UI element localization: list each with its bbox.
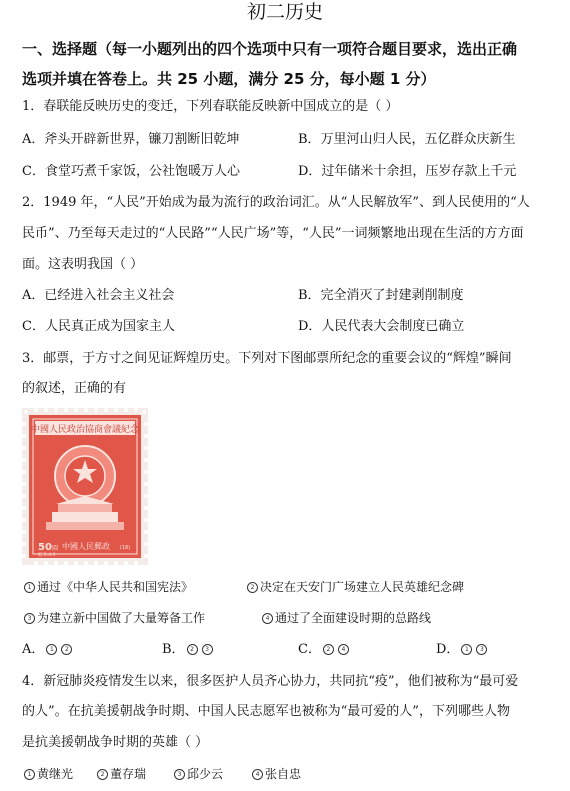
circled-number: 1 bbox=[24, 769, 35, 780]
q2-option-a: A．已经进入社会主义社会 bbox=[22, 288, 175, 303]
q3-option-c: C． 2 4 bbox=[298, 641, 351, 659]
circled-number: 2 bbox=[247, 582, 258, 593]
q3-item-4: 4 通过了全面建设时期的总路线 bbox=[260, 609, 431, 627]
stamp-bottom-text: 中國人民郵政 bbox=[62, 542, 110, 551]
q4-item-2: 2 董存瑞 bbox=[95, 765, 146, 783]
circled-number: 2 bbox=[97, 769, 108, 780]
q2-stem-line-3: 面。这表明我国（ ） bbox=[22, 257, 144, 272]
section-instructions-line-1: 一、选择题（每一小题列出的四个选项中只有一项符合题目要求，选出正确 bbox=[22, 40, 518, 58]
q1-stem: 1．春联能反映历史的变迁，下列春联能反映新中国成立的是（ ） bbox=[22, 99, 399, 114]
building-icon bbox=[52, 512, 118, 522]
q3-option-d: D． 1 3 bbox=[436, 641, 489, 659]
q4-stem-line-2: 的人”。在抗美援朝战争时期、中国人民志愿军也被称为“最可爱的人”，下列哪些人物 bbox=[22, 704, 510, 719]
q4-item-4: 4 张自忠 bbox=[250, 765, 301, 783]
circled-number: 3 bbox=[24, 613, 35, 624]
stamp-image bbox=[22, 408, 148, 565]
q4-item-1: 1 黄继光 bbox=[22, 765, 73, 783]
q3-option-b: B． 2 3 bbox=[162, 641, 215, 659]
q4-stem-line-3: 是抗美援朝战争时期的英雄（ ） bbox=[22, 735, 209, 750]
circled-number: 4 bbox=[252, 769, 263, 780]
stamp-unit: 圓 bbox=[52, 545, 59, 552]
circled-number: 1 bbox=[24, 582, 35, 593]
stamp-code: 紀 2.4-1 bbox=[38, 553, 56, 558]
q3-option-a: A． 1 2 bbox=[22, 641, 74, 659]
q3-stem-line-2: 的叙述，正确的有 bbox=[22, 381, 127, 396]
q2-option-d: D．人民代表大会制度已确立 bbox=[298, 319, 465, 334]
q2-stem-line-1: 2．1949 年，“人民”开始成为最为流行的政治词汇。从“人民解放军”、到人民使用的“人 bbox=[22, 195, 530, 210]
q2-stem-line-2: 民币”、乃至每天走过的“人民路”“人民广场”等，“人民”一词频繁地出现在生活的方方面 bbox=[22, 226, 524, 241]
q1-option-a: A．斧头开辟新世界，镰刀割断旧乾坤 bbox=[22, 132, 240, 147]
q1-option-d: D．过年储米十余担，压岁存款上千元 bbox=[298, 164, 517, 179]
q3-item-2: 2 决定在天安门广场建立人民英雄纪念碑 bbox=[245, 578, 464, 596]
q3-item-1: 1 通过《中华人民共和国宪法》 bbox=[22, 578, 193, 596]
section-instructions-line-2: 选项并填在答卷上。共 25 小题，满分 25 分，每小题 1 分） bbox=[22, 70, 436, 88]
circled-number: 4 bbox=[262, 613, 273, 624]
q4-stem-line-1: 4．新冠肺炎疫情发生以来，很多医护人员齐心协力，共同抗“疫”，他们被称为“最可爱 bbox=[22, 674, 519, 689]
stamp-tag: (18) bbox=[119, 545, 131, 551]
q3-stem-line-1: 3．邮票，于方寸之间见证辉煌历史。下列对下图邮票所纪念的重要会议的“辉煌”瞬间 bbox=[22, 351, 512, 366]
page-title: 初二历史 bbox=[246, 1, 323, 23]
circled-number: 3 bbox=[174, 769, 185, 780]
q2-option-b: B．完全消灭了封建剥削制度 bbox=[298, 288, 464, 303]
q1-option-c: C．食堂巧煮千家饭，公社饱暖万人心 bbox=[22, 164, 240, 179]
q4-item-3: 3 邱少云 bbox=[172, 765, 223, 783]
q2-option-c: C．人民真正成为国家主人 bbox=[22, 319, 175, 334]
q3-item-3: 3 为建立新中国做了大量筹备工作 bbox=[22, 609, 205, 627]
stamp-value: 50 bbox=[38, 542, 52, 553]
q1-option-b: B．万里河山归人民，五亿群众庆新生 bbox=[298, 132, 516, 147]
stamp-top-text: 中國人民政治協商會議紀念 bbox=[30, 425, 140, 435]
